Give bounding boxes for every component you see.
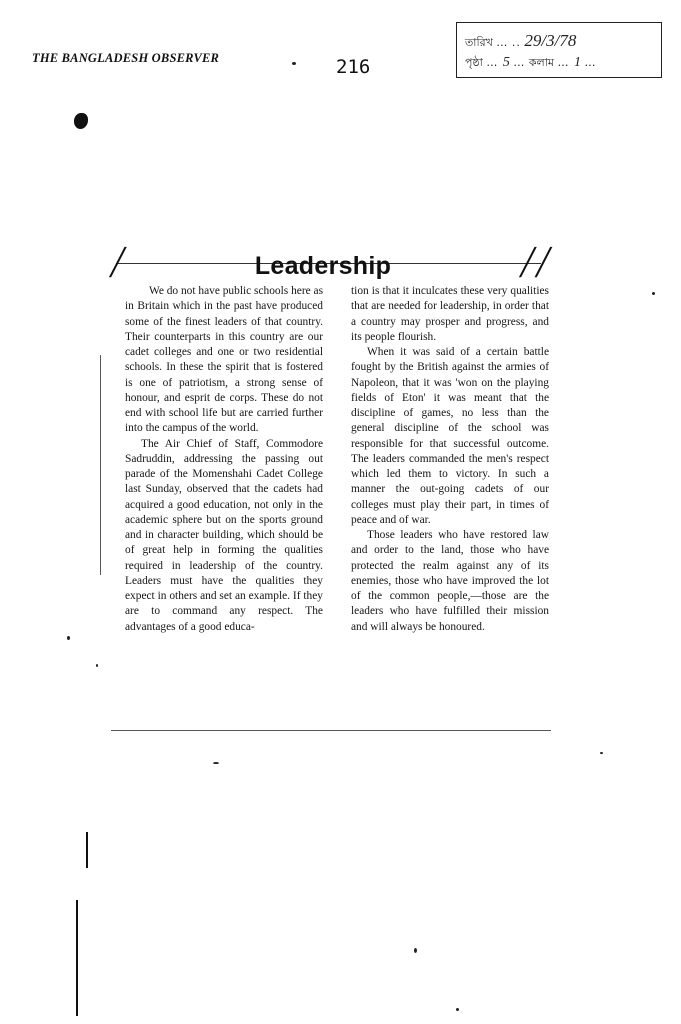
pen-mark: ╱╱ bbox=[520, 248, 552, 278]
stamp-date-row: তারিখ … .. 29/3/78 bbox=[465, 31, 577, 50]
article-paragraph: Those leaders who have restored law and order to the land, those who have protected the realm against any of its enemies, those who have improved the lot of the common people,—those are the leaders who have fulfilled their mission and will always be honoured. bbox=[351, 529, 549, 633]
ink-speck bbox=[600, 752, 603, 754]
ink-speck bbox=[213, 762, 219, 764]
stamp-page-label: পৃষ্ঠা bbox=[465, 56, 483, 69]
scan-edge-line bbox=[100, 355, 101, 575]
article-paragraph: We do not have public schools here as in Britain which in the past have produced some of the finest leaders of that country. Their counterparts in this country are our cadet colleges and one or two residential schools. In these the spirit that is fostered is one of patriotism, a strong sense of honour, and esprit de corps. These do not end with school life but are carried further into the campus of the world. bbox=[125, 285, 324, 435]
stamp-page-row: পৃষ্ঠা … 5 … কলাম … 1 … bbox=[465, 55, 597, 70]
stamp-date-label: তারিখ bbox=[465, 36, 493, 49]
ink-speck bbox=[414, 948, 417, 953]
scan-edge-line bbox=[76, 900, 78, 1016]
newspaper-clipping bbox=[108, 246, 554, 736]
article-right-column bbox=[351, 284, 549, 635]
ink-speck bbox=[96, 664, 98, 667]
pen-mark: ╱ bbox=[110, 248, 126, 278]
clipping-bottom-rule bbox=[111, 730, 551, 731]
stamp-date-value: 29/3/78 bbox=[524, 31, 577, 50]
ink-speck bbox=[456, 1008, 459, 1011]
newspaper-masthead: THE BANGLADESH OBSERVER bbox=[32, 51, 220, 65]
article-headline: Leadership bbox=[254, 252, 392, 280]
stamp-column-value: 1 bbox=[574, 55, 582, 70]
article-paragraph: When it was said of a certain battle fought by the British against the armies of Napoleon, that it was 'won on the playing fields of Eton' it was meant that the discipline of games, no less than the general discipline of the school was responsible for that successful outcome. The leaders commanded the men's respect which led them to victory. In such a manner the out-going cadets of our colleges must play their part, in times of peace and of war. bbox=[351, 346, 549, 526]
ink-speck bbox=[652, 292, 655, 295]
ink-blot bbox=[74, 113, 88, 129]
scan-edge-line bbox=[86, 832, 88, 868]
ink-speck bbox=[67, 636, 70, 640]
article-paragraph: The Air Chief of Staff, Commodore Sadruddin, addressing the passing out parade of the Momenshahi Cadet College last Sunday, observed that the cadets had acquired a good education, not only in the academic sphere but on the sports ground and in character building, which should be of great help in forming the qualities required in leadership of the country. Leaders must have the qualities they expect in others and set an example. If they are to command any respect. The advantages of a good educa- bbox=[125, 437, 323, 633]
stamp-page-value: 5 bbox=[502, 55, 510, 70]
article-left-column bbox=[125, 284, 323, 635]
stamp-column-label: কলাম bbox=[528, 56, 555, 69]
archive-stamp bbox=[456, 22, 662, 78]
article-paragraph: tion is that it inculcates these very qualities that are needed for leadership, in order that a country may prosper and progress, and its people flourish. bbox=[351, 285, 549, 343]
ink-speck bbox=[292, 62, 296, 65]
page-number: 216 bbox=[336, 56, 371, 78]
